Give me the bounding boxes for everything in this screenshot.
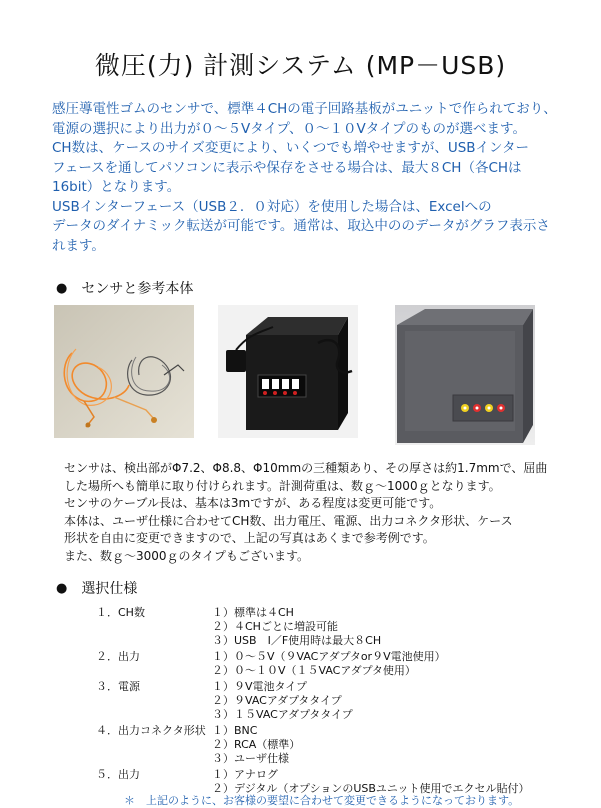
spec-option: １）アナログ bbox=[212, 768, 278, 781]
description-line: 形状を自由に変更できますので、上記の写真はあくまで参考例です。 bbox=[64, 531, 435, 545]
section-title: センサと参考本体 bbox=[81, 281, 194, 297]
spec-option: ２）RCA（標準） bbox=[212, 738, 301, 751]
gray-unit-photo bbox=[395, 305, 535, 445]
intro-paragraph bbox=[52, 100, 557, 256]
spec-option: １）９V電池タイプ bbox=[212, 680, 307, 693]
bullet-icon: ● bbox=[56, 280, 68, 296]
spec-category: １．CH数 bbox=[96, 606, 145, 619]
section-heading-sensor bbox=[56, 278, 193, 298]
spec-option: １）標準は４CH bbox=[212, 606, 294, 619]
description-line: センサのケーブル長は、基本は3mですが、ある程度は変更可能です。 bbox=[64, 496, 442, 510]
footer-note: ＊ 上記のように、お客様の要望に合わせて変更できるようになっております。 bbox=[124, 794, 520, 807]
description-line: 本体は、ユーザ仕様に合わせてCH数、出力電圧、電源、出力コネクタ形状、ケース bbox=[64, 513, 513, 528]
spec-category: ４．出力コネクタ形状 bbox=[96, 724, 206, 737]
description-line: センサは、検出部がΦ7.2、Φ8.8、Φ10mmの三種類あり、その厚さは約1.7mmで、屈曲 bbox=[64, 461, 548, 475]
spec-option: １）BNC bbox=[212, 724, 258, 737]
intro-line: CH数は、ケースのサイズ変更により、いくつでも増やせますが、USBインター bbox=[52, 140, 529, 156]
spec-category: ５．出力 bbox=[96, 768, 140, 781]
spec-option: ３）１５VACアダプタタイプ bbox=[212, 708, 353, 721]
bullet-icon: ● bbox=[56, 580, 68, 596]
spec-category: ２．出力 bbox=[96, 650, 140, 663]
spec-option: ３）ユーザ仕様 bbox=[212, 752, 289, 765]
page-title: 微圧(力) 計測システム (MP－USB) bbox=[94, 51, 507, 80]
intro-line: データのダイナミック転送が可能です。通常は、取込中ののデータがグラフ表示さ bbox=[52, 218, 550, 234]
spec-option: ２）０～１０V（１５VACアダプタ使用） bbox=[212, 664, 416, 677]
intro-line: フェースを通してパソコンに表示や保存をさせる場合は、最大８CH（各CHは bbox=[52, 159, 522, 176]
black-unit-photo bbox=[218, 305, 358, 438]
spec-option: ３）USB I／F使用時は最大８CH bbox=[212, 634, 382, 647]
section-title: 選択仕様 bbox=[81, 581, 138, 597]
spec-category: ３．電源 bbox=[96, 680, 140, 693]
intro-line: 感圧導電性ゴムのセンサで、標準４CHの電子回路基板がユニットで作られており、 bbox=[52, 101, 557, 117]
intro-line: れます。 bbox=[52, 237, 105, 254]
section-heading-options bbox=[56, 578, 137, 598]
intro-line: 電源の選択により出力が０～５Vタイプ、０～１０Vタイプのものが選べます。 bbox=[52, 120, 526, 137]
intro-line: 16bit）となります。 bbox=[52, 179, 181, 195]
sensor-photo bbox=[54, 305, 194, 438]
spec-option: １）０～５V（９VACアダプタor９V電池使用） bbox=[212, 650, 446, 663]
spec-option: ２）デジタル（オプションのUSBユニット使用でエクセル貼付） bbox=[212, 782, 530, 795]
description-line: した場所へも簡単に取り付けられます。計測荷重は、数ｇ～1000ｇとなります。 bbox=[64, 478, 501, 493]
description-line: また、数ｇ～3000ｇのタイプもございます。 bbox=[64, 548, 309, 563]
spec-option: ２）４CHごとに増設可能 bbox=[212, 620, 338, 633]
intro-line: USBインターフェース（USB２．０対応）を使用した場合は、Excelへの bbox=[52, 198, 492, 215]
spec-option: ２）９VACアダプタタイプ bbox=[212, 694, 342, 707]
description-paragraph bbox=[64, 460, 554, 565]
